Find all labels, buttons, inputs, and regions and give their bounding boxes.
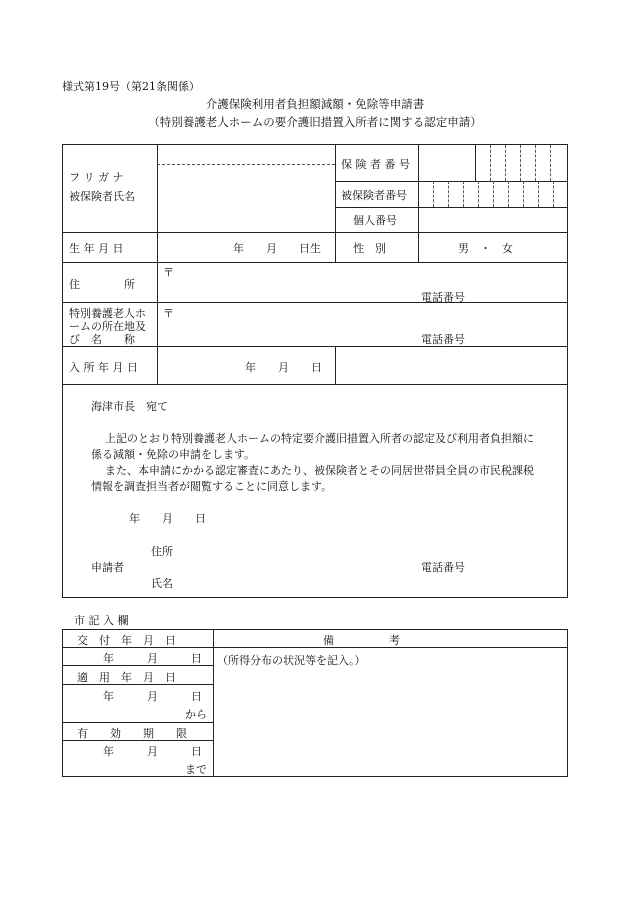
- office-section-title: 市 記 入 欄: [74, 614, 129, 627]
- until-label: まで: [185, 763, 207, 776]
- furigana-divider: [157, 164, 335, 165]
- issue-date-label: 交 付 年 月 日: [77, 634, 176, 647]
- digit-box-divider: [508, 181, 509, 207]
- birthdate-label: 生 年 月 日: [69, 242, 124, 255]
- address-label: 住 所: [69, 278, 135, 291]
- postal-mark: 〒: [163, 266, 174, 279]
- applicant-address-label: 住所: [151, 545, 173, 558]
- furigana-label: フ リ ガ ナ: [69, 171, 124, 184]
- row-divider: [63, 232, 567, 233]
- col-divider: [157, 145, 158, 384]
- application-date: 年 月 日: [129, 512, 206, 525]
- addressee: 海津市長 宛て: [91, 400, 168, 413]
- applicant-phone-label: 電話番号: [421, 561, 465, 574]
- digit-box-divider: [448, 181, 449, 207]
- digit-box-divider: [478, 181, 479, 207]
- row-divider: [63, 722, 213, 723]
- facility-phone-label: 電話番号: [421, 333, 465, 346]
- validity-date-value: 年 月 日: [103, 745, 202, 758]
- row-divider: [63, 384, 567, 385]
- form-title: 介護保険利用者負担額減額・免除等申請書: [205, 97, 425, 111]
- applied-date-value: 年 月 日: [103, 690, 202, 703]
- row-divider: [63, 346, 567, 347]
- admission-date-value: 年 月 日: [245, 361, 322, 374]
- address-phone-label: 電話番号: [421, 291, 465, 304]
- office-use-table: [62, 629, 568, 777]
- facility-postal-mark: 〒: [163, 307, 174, 320]
- gender-options: 男 ・ 女: [458, 242, 513, 255]
- digit-box-divider: [520, 145, 521, 181]
- digit-box-divider: [493, 181, 494, 207]
- col-divider: [335, 145, 336, 262]
- declaration-text: 上記のとおり特別養護老人ホームの特定要介護旧措置入所者の認定及び利用者負担額に: [105, 432, 534, 445]
- facility-label-3: び 名 称: [69, 333, 135, 346]
- insured-number-label: 被保険者番号: [341, 189, 407, 202]
- row-divider: [63, 302, 567, 303]
- row-divider: [335, 207, 567, 208]
- facility-label-2: ームの所在地及: [69, 320, 146, 333]
- applicant-name-label: 氏名: [151, 577, 173, 590]
- digit-box-divider: [550, 145, 551, 181]
- row-divider: [63, 262, 567, 263]
- digit-box-divider: [523, 181, 524, 207]
- digit-box-divider: [535, 145, 536, 181]
- digit-box-divider: [505, 145, 506, 181]
- col-divider: [213, 630, 214, 776]
- gender-label: 性 別: [353, 242, 386, 255]
- individual-number-label: 個人番号: [353, 214, 397, 227]
- digit-box-divider: [490, 145, 491, 181]
- issue-date-value: 年 月 日: [103, 652, 202, 665]
- digit-box-divider: [553, 181, 554, 207]
- insured-name-label: 被保険者氏名: [69, 190, 135, 203]
- row-divider: [335, 181, 567, 182]
- applicant-label: 申請者: [91, 561, 124, 574]
- form-subtitle: （特別養護老人ホームの要介護旧措置入所者に関する認定申請）: [148, 115, 482, 129]
- facility-label-1: 特別養護老人ホ: [69, 307, 146, 320]
- remarks-label: 備 考: [323, 634, 400, 647]
- declaration-text: 係る減額・免除の申請をします。: [91, 448, 256, 461]
- digit-box-divider: [463, 181, 464, 207]
- applied-date-label: 適 用 年 月 日: [77, 671, 176, 684]
- admission-date-label: 入 所 年 月 日: [69, 361, 138, 374]
- remarks-note: （所得分布の状況等を記入。）: [217, 654, 366, 667]
- birthdate-value: 年 月 日生: [233, 242, 321, 255]
- declaration-text: また、本申請にかかる認定審査にあたり、被保険者とその同居世帯員全員の市民税課税: [105, 464, 534, 477]
- validity-label: 有 効 期 限: [77, 727, 187, 740]
- col-divider: [335, 346, 336, 384]
- declaration-text: 情報を調査担当者が閲覧することに同意します。: [91, 480, 333, 493]
- application-table: [62, 144, 568, 598]
- digit-box-divider: [475, 145, 476, 181]
- digit-box-divider: [433, 181, 434, 207]
- col-divider: [418, 145, 419, 262]
- form-number: 様式第19号（第21条関係）: [62, 80, 200, 93]
- digit-box-divider: [538, 181, 539, 207]
- insurer-number-label: 保 険 者 番 号: [341, 158, 410, 171]
- from-label: から: [185, 708, 207, 721]
